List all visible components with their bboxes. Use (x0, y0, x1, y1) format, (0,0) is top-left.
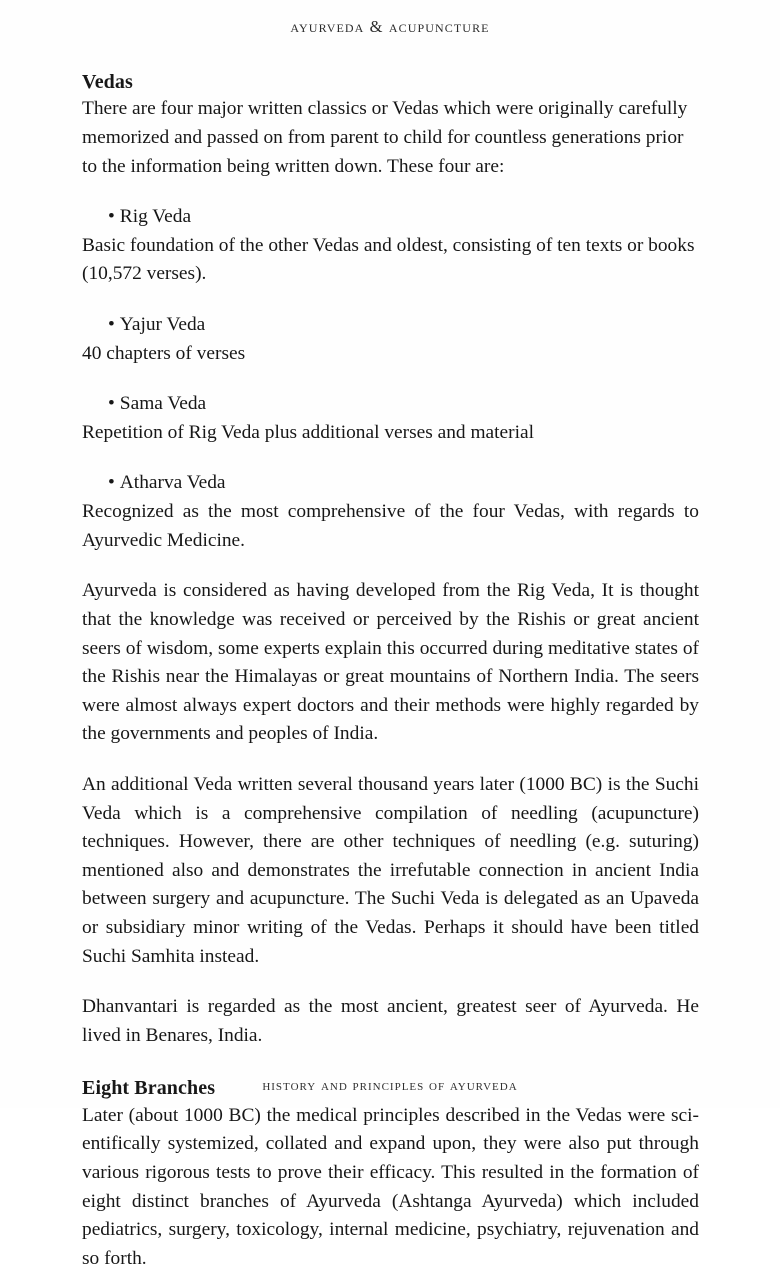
veda-description-atharva: Recognized as the most comprehensive of the four Vedas, with regards to Ayurvedic Medicine. (82, 501, 699, 551)
eight-branches-paragraph: Later (about 1000 BC) the medical principles described in the Vedas were sci-entifically systemized, collated and expand upon, they were also put through various rigorous tests to prove their efficacy. This resulted in the formation of eight distinct branches of Ayurveda (Ashtanga Ayurveda) which included pediatrics, surgery, toxicology, internal medicine, psychiatry, rejuvenation and so forth. (82, 1104, 699, 1269)
section-heading-vedas: Vedas (82, 71, 133, 93)
veda-bullet-yajur (82, 311, 699, 340)
veda-name-sama: Sama Veda (119, 393, 207, 415)
veda-name-atharva: Atharva Veda (119, 472, 226, 494)
veda-bullet-sama (82, 390, 699, 419)
veda-description-sama: Repetition of Rig Veda plus additional verses and material (82, 421, 534, 443)
running-head: ayurveda & acupuncture (290, 17, 490, 36)
veda-name-yajur: Yajur Veda (119, 314, 206, 336)
section-heading-eight-branches: Eight Branches (82, 1077, 216, 1100)
bullet-icon: • (108, 314, 115, 336)
veda-item-atharva (82, 469, 699, 555)
bullet-icon: • (108, 472, 115, 494)
vedas-paragraph-1: Ayurveda is considered as having developed from the Rig Veda, It is thought that the knowledge was received or perceived by the Rishis or great ancient seers of wisdom, some experts explain this occurred during meditative states of the Rishis near the Himalayas or great mountains of Northern India. The seers were almost always expert doctors and their methods were highly regarded by the governments and peoples of India. (82, 580, 699, 745)
veda-name-rig: Rig Veda (119, 206, 192, 228)
veda-item-sama (82, 390, 699, 447)
veda-bullet-atharva (82, 469, 699, 498)
veda-description-rig: Basic foundation of the other Vedas and oldest, consisting of ten texts or books (10,572 verses). (82, 234, 695, 285)
veda-item-yajur (82, 311, 699, 368)
veda-item-rig (82, 203, 699, 289)
veda-description-yajur: 40 chapters of verses (82, 342, 246, 364)
vedas-paragraph-3: Dhanvantari is regarded as the most ancient, greatest seer of Ayurveda. He lived in Benares, India. (82, 996, 699, 1046)
bullet-icon: • (108, 393, 115, 415)
bullet-icon: • (108, 206, 115, 228)
veda-bullet-rig (82, 203, 699, 232)
vedas-intro-paragraph: There are four major written classics or Vedas which were originally carefully memorized and passed on from parent to child for countless generations prior to the information being written down. These four are: (82, 98, 688, 177)
running-foot: history and principles of ayurveda (262, 1078, 518, 1094)
vedas-paragraph-2: An additional Veda written several thousand years later (1000 BC) is the Suchi Veda which is a comprehensive compilation of needling (acupuncture) techniques. However, there are other techniques of needling (e.g. suturing) mentioned also and demonstrates the irrefutable connection in ancient India between surgery and acupuncture. The Suchi Veda is delegated as an Upaveda or subsidiary minor writing of the Vedas. Perhaps it should have been titled Suchi Samhita instead. (82, 773, 699, 967)
